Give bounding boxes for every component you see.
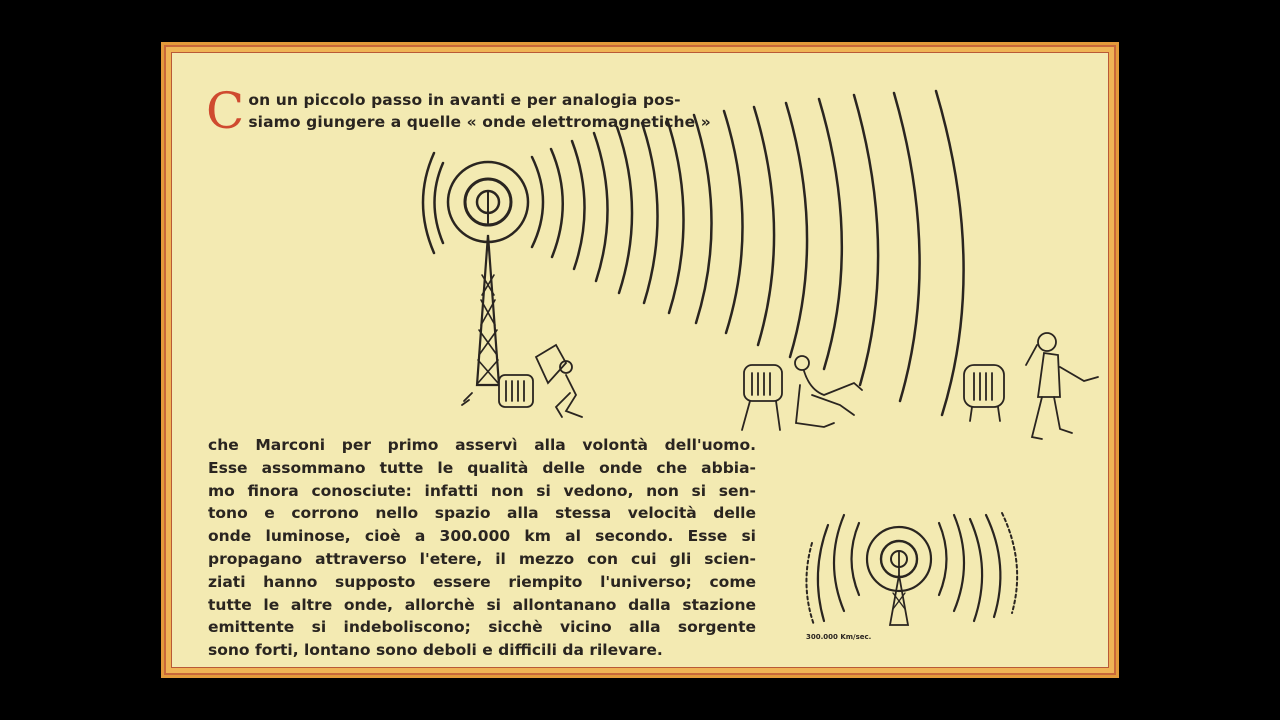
body-line-9: emittente si indeboliscono; sicchè vicino alla sorgente [208, 618, 756, 637]
body-paragraph [208, 434, 756, 662]
intro-line-1: on un piccolo passo in avanti e per analogia pos- [248, 91, 681, 109]
body-line-2: Esse assommano tutte le qualità delle onde che abbia- [208, 458, 756, 477]
straining-listener-icon [964, 333, 1098, 439]
body-line-6: propagano attraverso l'etere, il mezzo con cui gli scien- [208, 549, 756, 568]
radio-tower-icon [423, 91, 964, 415]
body-line-8: tutte le altre onde, allorchè si allontanano dalla stazione [208, 595, 756, 614]
body-line-5: onde luminose, cioè a 300.000 km al secondo. Esse si [208, 527, 756, 546]
body-line-10: sono forti, lontano sono deboli e difficili da rilevare. [208, 641, 663, 660]
drop-cap: C [206, 82, 245, 140]
body-line-3: mo finora conosciute: infatti non si vedono, non si sen- [208, 481, 756, 500]
body-line-7: ziati hanno supposto essere riempito l'universo; come [208, 572, 756, 591]
radio-tower-small-icon [806, 513, 1017, 625]
relaxed-listener-icon [742, 356, 862, 430]
body-line-4: tono e corrono nello spazio alla stessa velocità delle [208, 504, 756, 523]
illustrated-page [161, 42, 1119, 678]
speed-caption: 300.000 Km/sec. [806, 633, 872, 641]
intro-line-2: siamo giungere a quelle « onde elettromagnetiche » [248, 113, 711, 131]
body-line-1: che Marconi per primo asservì alla volontà dell'uomo. [208, 436, 756, 454]
